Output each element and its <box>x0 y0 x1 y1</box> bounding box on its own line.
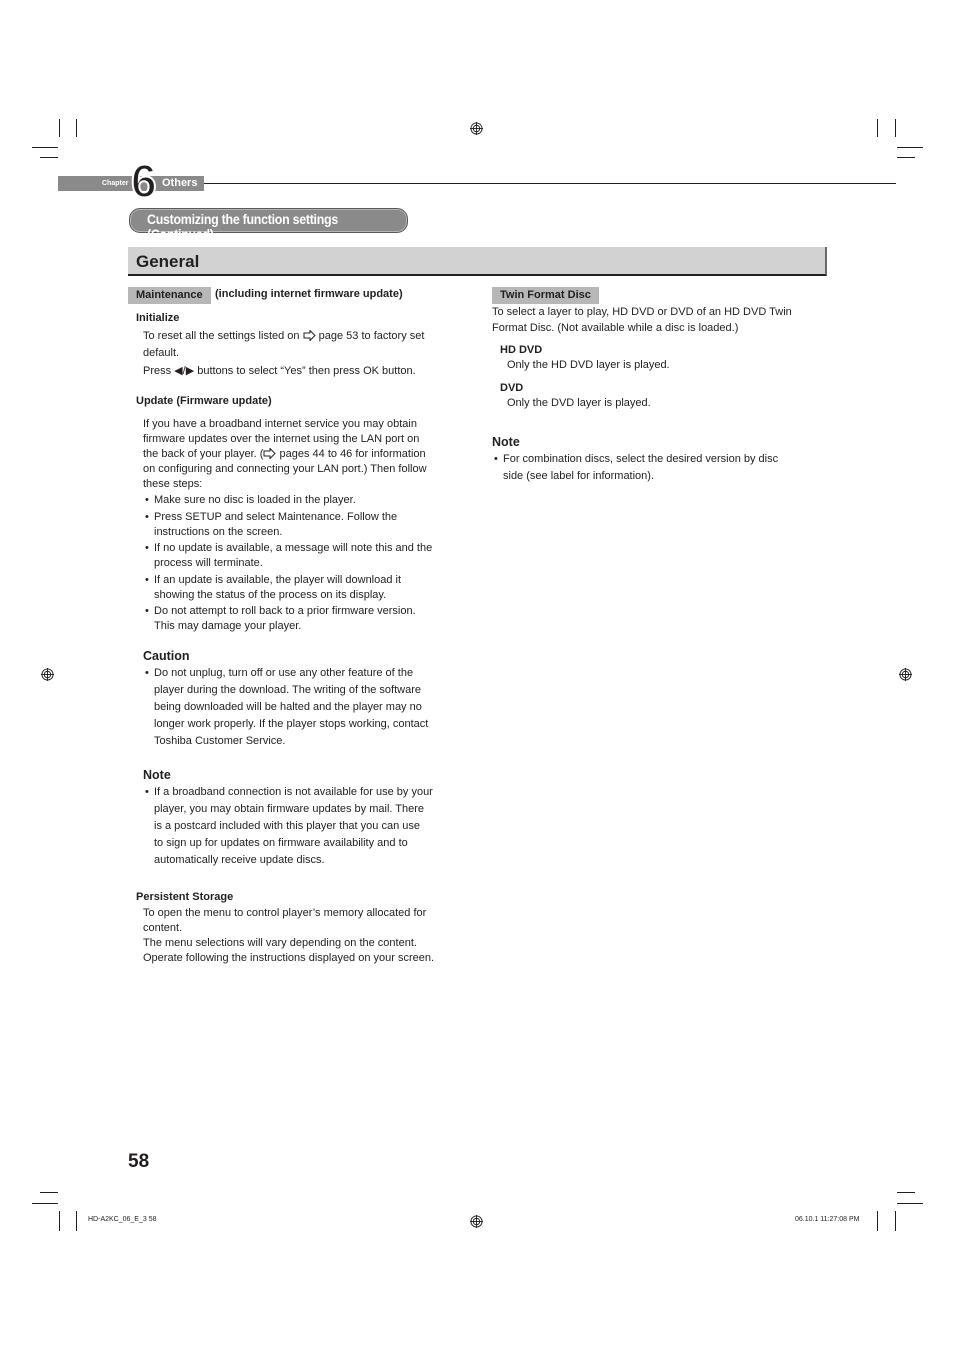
twin-line-2: Format Disc. (Not available while a disc is loaded.) <box>492 322 739 334</box>
crop-mark <box>59 1211 60 1231</box>
initialize-heading: Initialize <box>136 312 180 324</box>
page-number: 58 <box>128 1151 150 1172</box>
twin-format-disc-tag: Twin Format Disc <box>492 287 599 304</box>
note-line-5: automatically receive update discs. <box>154 854 325 866</box>
chapter-number: 6 <box>131 155 157 207</box>
update-line-4: on configuring and connecting your LAN port.) Then follow <box>143 463 427 475</box>
update-bullet-3-line-2: process will terminate. <box>154 557 263 569</box>
bullet-dot: • <box>145 511 149 523</box>
bullet-dot: • <box>145 786 149 798</box>
note-line-1: If a broadband connection is not available for use by your <box>154 786 433 798</box>
update-bullet-4-line-2: showing the status of the process on its display. <box>154 589 387 601</box>
crop-mark <box>897 1203 923 1204</box>
update-bullet-1-line-1: Make sure no disc is loaded in the player. <box>154 494 356 506</box>
caution-line-4: longer work properly. If the player stops working, contact <box>154 718 429 730</box>
bullet-dot: • <box>145 667 149 679</box>
update-bullet-2-line-1: Press SETUP and select Maintenance. Follow the <box>154 511 398 523</box>
crop-mark <box>40 157 58 158</box>
update-line-1: If you have a broadband internet service you may obtain <box>143 418 417 430</box>
crop-mark <box>895 119 896 137</box>
caution-line-3: being downloaded will be halted and the player may no <box>154 701 422 713</box>
persistent-line-3: The menu selections will vary depending on the content. <box>143 937 417 949</box>
general-title: General <box>136 252 200 271</box>
note-line-3: is a postcard included with this player that you can use <box>154 820 420 832</box>
crop-mark <box>897 147 923 148</box>
persistent-line-1: To open the menu to control player’s memory allocated for <box>143 907 427 919</box>
bullet-dot: • <box>145 574 149 586</box>
crop-mark <box>40 1192 58 1193</box>
right-note-line-1: For combination discs, select the desired version by disc <box>503 453 779 465</box>
hddvd-text: Only the HD DVD layer is played. <box>507 359 670 371</box>
crop-mark <box>897 157 915 158</box>
chapter-title: Others <box>162 177 198 189</box>
bullet-dot: • <box>494 453 498 465</box>
initialize-text-b: page 53 to factory set <box>318 330 425 342</box>
bullet-dot: • <box>145 605 149 617</box>
caution-line-5: Toshiba Customer Service. <box>154 735 286 747</box>
crop-mark <box>895 1211 896 1231</box>
update-bullet-5-line-2: This may damage your player. <box>154 620 302 632</box>
crop-mark <box>877 1211 878 1231</box>
update-line-2: firmware updates over the internet using the LAN port on <box>143 433 420 445</box>
section-title: Customizing the function settings (Continued) <box>147 212 338 242</box>
initialize-line-3: Press ◀/▶ buttons to select “Yes” then press OK button. <box>143 365 416 377</box>
note-line-4: to sign up for updates on firmware availability and to <box>154 837 408 849</box>
update-heading: Update (Firmware update) <box>136 395 272 407</box>
maintenance-tag: Maintenance <box>128 287 211 304</box>
chapter-label: Chapter <box>102 180 129 187</box>
initialize-line-2: default. <box>143 347 180 359</box>
note-heading: Note <box>143 768 171 782</box>
registration-mark-icon <box>470 1215 483 1228</box>
registration-mark-icon <box>899 668 912 681</box>
update-text-a: the back of your player. ( <box>143 448 264 460</box>
initialize-line-1 <box>143 329 424 344</box>
update-line-5: these steps: <box>143 478 203 490</box>
initialize-text-a: To reset all the settings listed on <box>143 330 300 342</box>
dvd-text: Only the DVD layer is played. <box>507 397 651 409</box>
update-line-3 <box>143 447 426 462</box>
footer-file-label: HD-A2KC_06_E_3 58 <box>88 1216 157 1223</box>
right-note-heading: Note <box>492 435 520 449</box>
crop-mark <box>877 119 878 137</box>
update-bullet-5-line-1: Do not attempt to roll back to a prior firmware version. <box>154 605 416 617</box>
page-reference-arrow-icon <box>263 448 276 459</box>
update-bullet-3-line-1: If no update is available, a message will note this and the <box>154 542 433 554</box>
caution-line-2: player during the download. The writing of the software <box>154 684 422 696</box>
twin-line-1: To select a layer to play, HD DVD or DVD of an HD DVD Twin <box>492 306 792 318</box>
page-reference-arrow-icon <box>303 330 316 341</box>
general-title-bar <box>128 247 827 276</box>
maintenance-subtitle: (including internet firmware update) <box>215 288 403 300</box>
persistent-line-4: Operate following the instructions displayed on your screen. <box>143 952 435 964</box>
note-line-2: player, you may obtain firmware updates by mail. There <box>154 803 425 815</box>
update-text-b: pages 44 to 46 for information <box>279 448 426 460</box>
persistent-line-2: content. <box>143 922 183 934</box>
dvd-heading: DVD <box>500 382 524 394</box>
crop-mark <box>59 119 60 137</box>
crop-mark <box>76 119 77 137</box>
caution-heading: Caution <box>143 649 190 663</box>
hddvd-heading: HD DVD <box>500 344 543 356</box>
update-bullet-4-line-1: If an update is available, the player will download it <box>154 574 402 586</box>
right-note-line-2: side (see label for information). <box>503 470 655 482</box>
section-title-pill <box>129 208 408 242</box>
registration-mark-icon <box>470 122 483 135</box>
update-bullet-2-line-2: instructions on the screen. <box>154 526 283 538</box>
crop-mark <box>32 147 58 148</box>
bullet-dot: • <box>145 542 149 554</box>
bullet-dot: • <box>145 494 149 506</box>
persistent-storage-heading: Persistent Storage <box>136 891 234 903</box>
caution-line-1: Do not unplug, turn off or use any other feature of the <box>154 667 414 679</box>
crop-mark <box>32 1203 58 1204</box>
chapter-rule <box>204 183 896 184</box>
crop-mark <box>76 1211 77 1231</box>
registration-mark-icon <box>41 668 54 681</box>
footer-timestamp: 06.10.1 11:27:08 PM <box>795 1216 860 1223</box>
crop-mark <box>897 1192 915 1193</box>
